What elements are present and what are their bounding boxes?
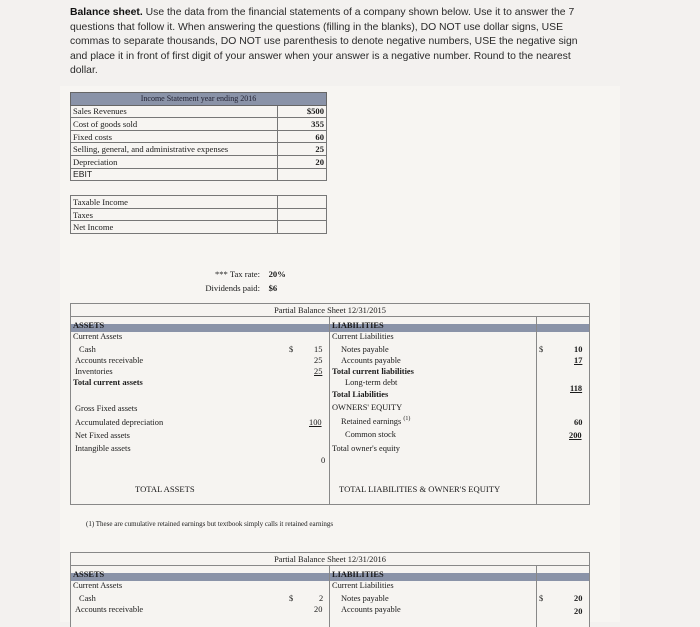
total-current-assets-label: Total current assets [73,378,143,387]
net-fixed-assets-label: Net Fixed assets [75,431,130,440]
retained-earnings-label [341,416,410,426]
row-label: Cost of goods sold [71,118,278,131]
assets-heading: ASSETS [73,321,105,330]
long-term-debt-label: Long-term debt [345,378,398,387]
dividends-value: $6 [268,283,278,293]
column-divider [329,565,330,627]
notes-payable-value: 10 [574,345,583,354]
accounts-payable-label: Accounts payable [341,605,401,614]
gross-fixed-assets-label: Gross Fixed assets [75,404,138,413]
notes-payable-value: 20 [574,594,583,603]
taxes-blank[interactable] [278,208,327,221]
tax-info [196,267,286,295]
row-value: 60 [278,130,327,143]
total-owners-equity-label: Total owner's equity [332,444,400,453]
balance-sheet-2016 [70,552,590,627]
intangible-assets-label: Intangible assets [75,444,131,453]
row-value: 25 [278,143,327,156]
accounts-payable-value: 17 [574,356,583,365]
dollar-sign: $ [539,345,544,354]
gross-fixed-assets-value: 100 [309,418,322,427]
ar-label: Accounts receivable [75,605,144,614]
cash-value: 15 [314,345,323,354]
total-current-liabilities-value: 118 [570,384,583,393]
intangible-assets-value: 0 [321,456,326,465]
current-assets-label: Current Assets [73,581,123,590]
header-band [71,324,589,332]
ar-value: 25 [314,356,323,365]
row-divider [71,565,589,566]
taxable-income-blank[interactable] [278,196,327,209]
table-row [71,168,327,181]
notes-payable-label: Notes payable [341,345,389,354]
net-income-blank[interactable] [278,221,327,234]
row-label: EBIT [71,168,278,181]
row-label: Taxable Income [71,196,278,209]
row-label: Depreciation [71,155,278,168]
dollar-sign: $ [539,594,544,603]
balance-sheet-title: Partial Balance Sheet 12/31/2016 [274,555,386,564]
instructions-body: Use the data from the financial statements of a company shown below. Use it to answer the 7 questions that follow it. When answering the questions (filling in the blanks), DO NOT use dollar signs, USE commas to separate thousands, DO NOT use parenthesis to denote negative numbers, USE the negative sign and place it in front of first digit of your answer when your answer is a negative number. Round to the nearest dollar. [70,7,578,76]
current-assets-label: Current Assets [73,332,123,341]
row-label: Taxes [71,208,278,221]
row-divider [71,316,589,317]
dividends-label: Dividends paid: [205,283,260,293]
balance-sheet-2015 [70,303,590,505]
assets-heading: ASSETS [73,570,105,579]
tax-rate-label: *** Tax rate: [214,269,260,279]
row-value: 355 [278,118,327,131]
common-stock-label: Common stock [345,430,396,439]
tax-rate-value: 20% [268,269,286,279]
cash-label: Cash [79,345,96,354]
ar-value: 20 [314,605,323,614]
cash-value: 2 [319,594,324,603]
table-row [71,118,327,131]
total-liabilities-equity-label: TOTAL LIABILITIES & OWNER'S EQUITY [339,484,501,494]
ar-label: Accounts receivable [75,356,144,365]
row-label: Selling, general, and administrative expenses [71,143,278,156]
instructions-lead: Balance sheet. [70,7,143,18]
common-stock-value: 200 [569,431,582,440]
footnote-marker: (1) [403,416,411,422]
row-label: Net Income [71,221,278,234]
table-row [71,155,327,168]
accounts-payable-label: Accounts payable [341,356,401,365]
income-statement-header: Income Statement year ending 2016 [71,93,327,106]
total-current-liabilities-label: Total current liabilities [332,367,414,376]
current-liabilities-label: Current Liabilities [332,332,394,341]
current-liabilities-label: Current Liabilities [332,581,394,590]
balance-sheet-title: Partial Balance Sheet 12/31/2015 [274,306,386,315]
ebit-blank[interactable] [278,168,327,181]
owners-equity-heading: OWNERS' EQUITY [332,403,403,412]
dollar-sign: $ [289,345,294,354]
table-spacer [71,181,327,196]
header-band [71,573,589,581]
total-assets-label: TOTAL ASSETS [135,484,195,494]
retained-earnings-text: Retained earnings [341,416,402,426]
liabilities-heading: LIABILITIES [332,321,384,330]
dollar-sign: $ [289,594,294,603]
liabilities-heading: LIABILITIES [332,570,384,579]
accumulated-depreciation-label: Accumulated depreciation [75,418,164,427]
table-row [71,130,327,143]
row-value: 20 [278,155,327,168]
table-row [71,143,327,156]
table-row [71,208,327,221]
cash-label: Cash [79,594,96,603]
column-divider [536,316,537,504]
income-statement-table [70,92,327,234]
footnote: (1) These are cumulative retained earnings but textbook simply calls it retained earnings [86,520,334,528]
inventories-value: 25 [314,367,323,376]
row-label: Fixed costs [71,130,278,143]
instructions [70,6,590,79]
table-row [71,221,327,234]
retained-earnings-value: 60 [574,418,583,427]
table-row [71,105,327,118]
column-divider [329,316,330,504]
notes-payable-label: Notes payable [341,594,389,603]
accounts-payable-value: 20 [574,607,583,616]
column-divider [536,565,537,627]
total-liabilities-label: Total Liabilities [332,390,389,399]
inventories-label: Inventories [75,367,113,376]
table-row [71,196,327,209]
row-value: $500 [278,105,327,118]
row-label: Sales Revenues [71,105,278,118]
